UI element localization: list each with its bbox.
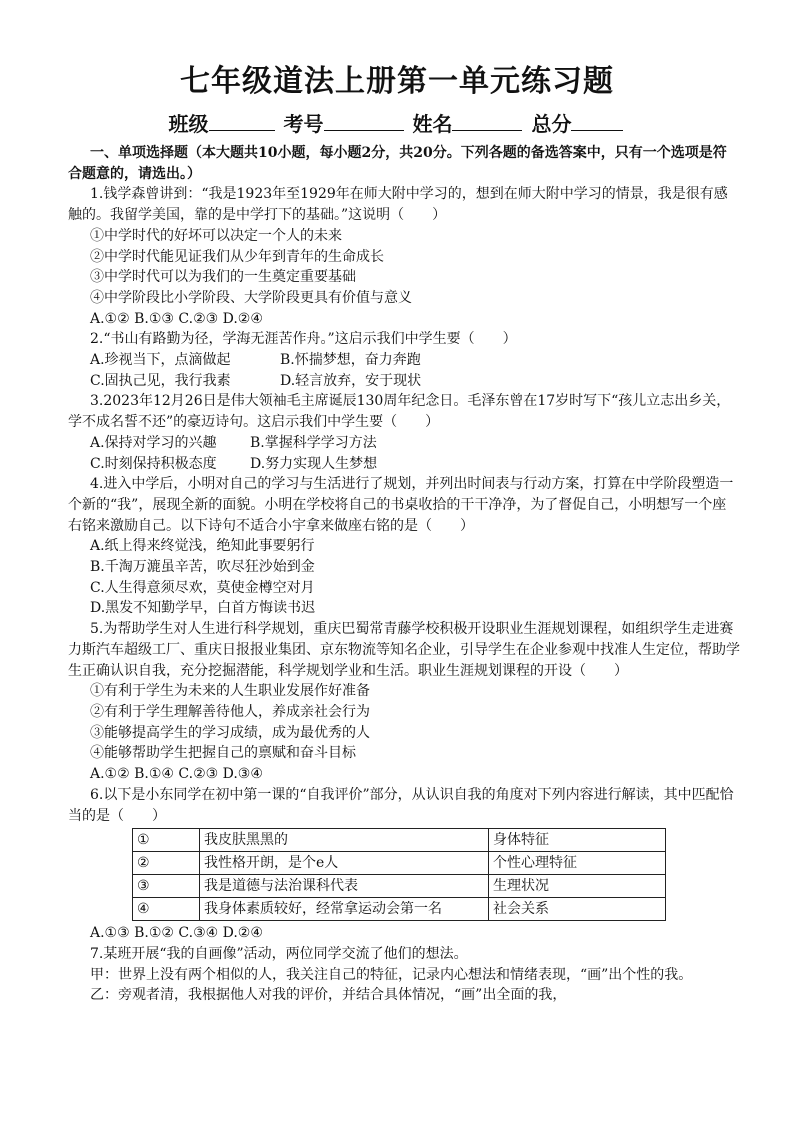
question-1-stem: 1.钱学森曾讲到：“我是1923年至1929年在师大附中学习的，想到在师大附中学习的情景，我是很有感触的。我留学美国，靠的是中学打下的基础。”这说明（ ） xyxy=(68,186,728,224)
question-1-item: ③中学时代可以为我们的一生奠定重要基础 xyxy=(90,269,356,286)
question-5-item: ④能够帮助学生把握自己的禀赋和奋斗目标 xyxy=(90,745,356,762)
question-2-option-a: A.珍视当下，点滴做起 xyxy=(90,352,231,369)
table-cell: 我性格开朗，是个e人 xyxy=(200,852,489,875)
table-row xyxy=(133,898,666,921)
page-title: 七年级道法上册第一单元练习题 xyxy=(180,64,614,99)
table-cell: ② xyxy=(133,852,200,875)
table-row xyxy=(133,852,666,875)
table-cell: 生理状况 xyxy=(489,875,666,898)
question-3-options-row xyxy=(68,454,740,475)
question-3-option-a: A.保持对学习的兴趣 xyxy=(90,434,217,451)
question-1-item: ②中学时代能见证我们从少年到青年的生命成长 xyxy=(90,248,384,265)
question-4-option: C.人生得意须尽欢，莫使金樽空对月 xyxy=(90,579,315,596)
number-blank[interactable] xyxy=(324,110,404,131)
name-label: 姓名 xyxy=(412,112,453,136)
question-4-stem: 4.进入中学后，小明对自己的学习与生活进行了规划，并列出时间表与行动方案，打算在中学阶段塑造一个新的“我”，展现全新的面貌。小明在学校将自己的书桌收拾的干干净净，为了督促自己，小明想写一个座右铭来激励自己。以下诗句不适合小宇拿来做座右铭的是（ ） xyxy=(68,476,734,534)
question-2-options-row xyxy=(68,371,740,392)
name-blank[interactable] xyxy=(452,110,522,131)
number-label: 考号 xyxy=(283,112,324,136)
table-cell: 我是道德与法治课科代表 xyxy=(200,875,489,898)
question-3-options-row xyxy=(68,433,740,454)
table-row xyxy=(133,829,666,852)
question-3-stem: 3.2023年12月26日是伟大领袖毛主席诞辰130周年纪念日。毛泽东曾在17岁时写下“孩儿立志出乡关，学不成名誓不还”的豪迈诗句。这启示我们中学生要（ ） xyxy=(68,393,731,431)
table-cell: ③ xyxy=(133,875,200,898)
exam-body xyxy=(68,143,740,1006)
question-6-choices: A.①③ B.①② C.③④ D.②④ xyxy=(90,925,263,942)
class-blank[interactable] xyxy=(209,110,275,131)
question-2-option-c: C.固执己见，我行我素 xyxy=(90,372,231,389)
question-5-item: ②有利于学生理解善待他人，养成亲社会行为 xyxy=(90,703,370,720)
question-5-choices: A.①② B.①④ C.②③ D.③④ xyxy=(90,766,263,783)
question-2-option-b: B.怀揣梦想，奋力奔跑 xyxy=(280,352,421,369)
question-5-item: ①有利于学生为未来的人生职业发展作好准备 xyxy=(90,683,370,700)
table-row xyxy=(133,875,666,898)
question-1-choices: A.①② B.①③ C.②③ D.②④ xyxy=(90,310,263,327)
question-4-option: D.黑发不知勤学早，白首方悔读书迟 xyxy=(90,600,316,617)
question-3-option-b: B.掌握科学学习方法 xyxy=(250,434,377,451)
table-cell: 我身体素质较好，经常拿运动会第一名 xyxy=(200,898,489,921)
question-7-stem: 7.某班开展“我的自画像”活动，两位同学交流了他们的想法。 xyxy=(90,945,468,962)
question-7-statement-yi: 乙：旁观者清，我根据他人对我的评价，并结合具体情况，“画”出全面的我， xyxy=(90,987,567,1004)
question-4-option: A.纸上得来终觉浅，绝知此事要躬行 xyxy=(90,538,315,555)
question-1-item: ④中学阶段比小学阶段、大学阶段更具有价值与意义 xyxy=(90,289,412,306)
question-1-item: ①中学时代的好坏可以决定一个人的未来 xyxy=(90,227,342,244)
class-label: 班级 xyxy=(168,112,209,136)
question-3-option-c: C.时刻保持积极态度 xyxy=(90,455,217,472)
question-5-stem: 5.为帮助学生对人生进行科学规划，重庆巴蜀常青藤学校积极开设职业生涯规划课程，如组织学生走进赛力斯汽车超级工厂、重庆日报报业集团、京东物流等知名企业，引导学生在企业参观中找准人生定位，帮助学生正确认识自我，充分挖掘潜能，科学规划学业和生活。职业生涯规划课程的开设（ ） xyxy=(68,621,740,679)
question-6-table xyxy=(132,828,666,921)
question-2-options-row xyxy=(68,350,740,371)
score-label: 总分 xyxy=(531,112,572,136)
question-2-stem: 2.“书山有路勤为径，学海无涯苦作舟。”这启示我们中学生要（ ） xyxy=(90,331,517,348)
score-blank[interactable] xyxy=(571,110,623,131)
question-7-statement-jia: 甲：世界上没有两个相似的人，我关注自己的特征，记录内心想法和情绪表现，“画”出个性的我。 xyxy=(90,966,693,983)
question-3-option-d: D.努力实现人生梦想 xyxy=(250,455,378,472)
question-2-option-d: D.轻言放弃，安于现状 xyxy=(280,372,422,389)
question-5-item: ③能够提高学生的学习成绩，成为最优秀的人 xyxy=(90,724,370,741)
question-6-stem: 6.以下是小东同学在初中第一课的“自我评价”部分，从认识自我的角度对下列内容进行解读，其中匹配恰当的是（ ） xyxy=(68,786,734,824)
table-cell: ① xyxy=(133,829,200,852)
table-cell: ④ xyxy=(133,898,200,921)
table-cell: 社会关系 xyxy=(489,898,666,921)
table-cell: 我皮肤黑黑的 xyxy=(200,829,489,852)
table-cell: 个性心理特征 xyxy=(489,852,666,875)
question-4-option: B.千淘万漉虽辛苦，吹尽狂沙始到金 xyxy=(90,559,315,576)
student-info-line xyxy=(0,110,794,138)
section-heading: 一、单项选择题（本大题共10小题，每小题2分，共20分。下列各题的备选答案中，只有一个选项是符合题意的，请选出。） xyxy=(68,145,727,182)
table-cell: 身体特征 xyxy=(489,829,666,852)
